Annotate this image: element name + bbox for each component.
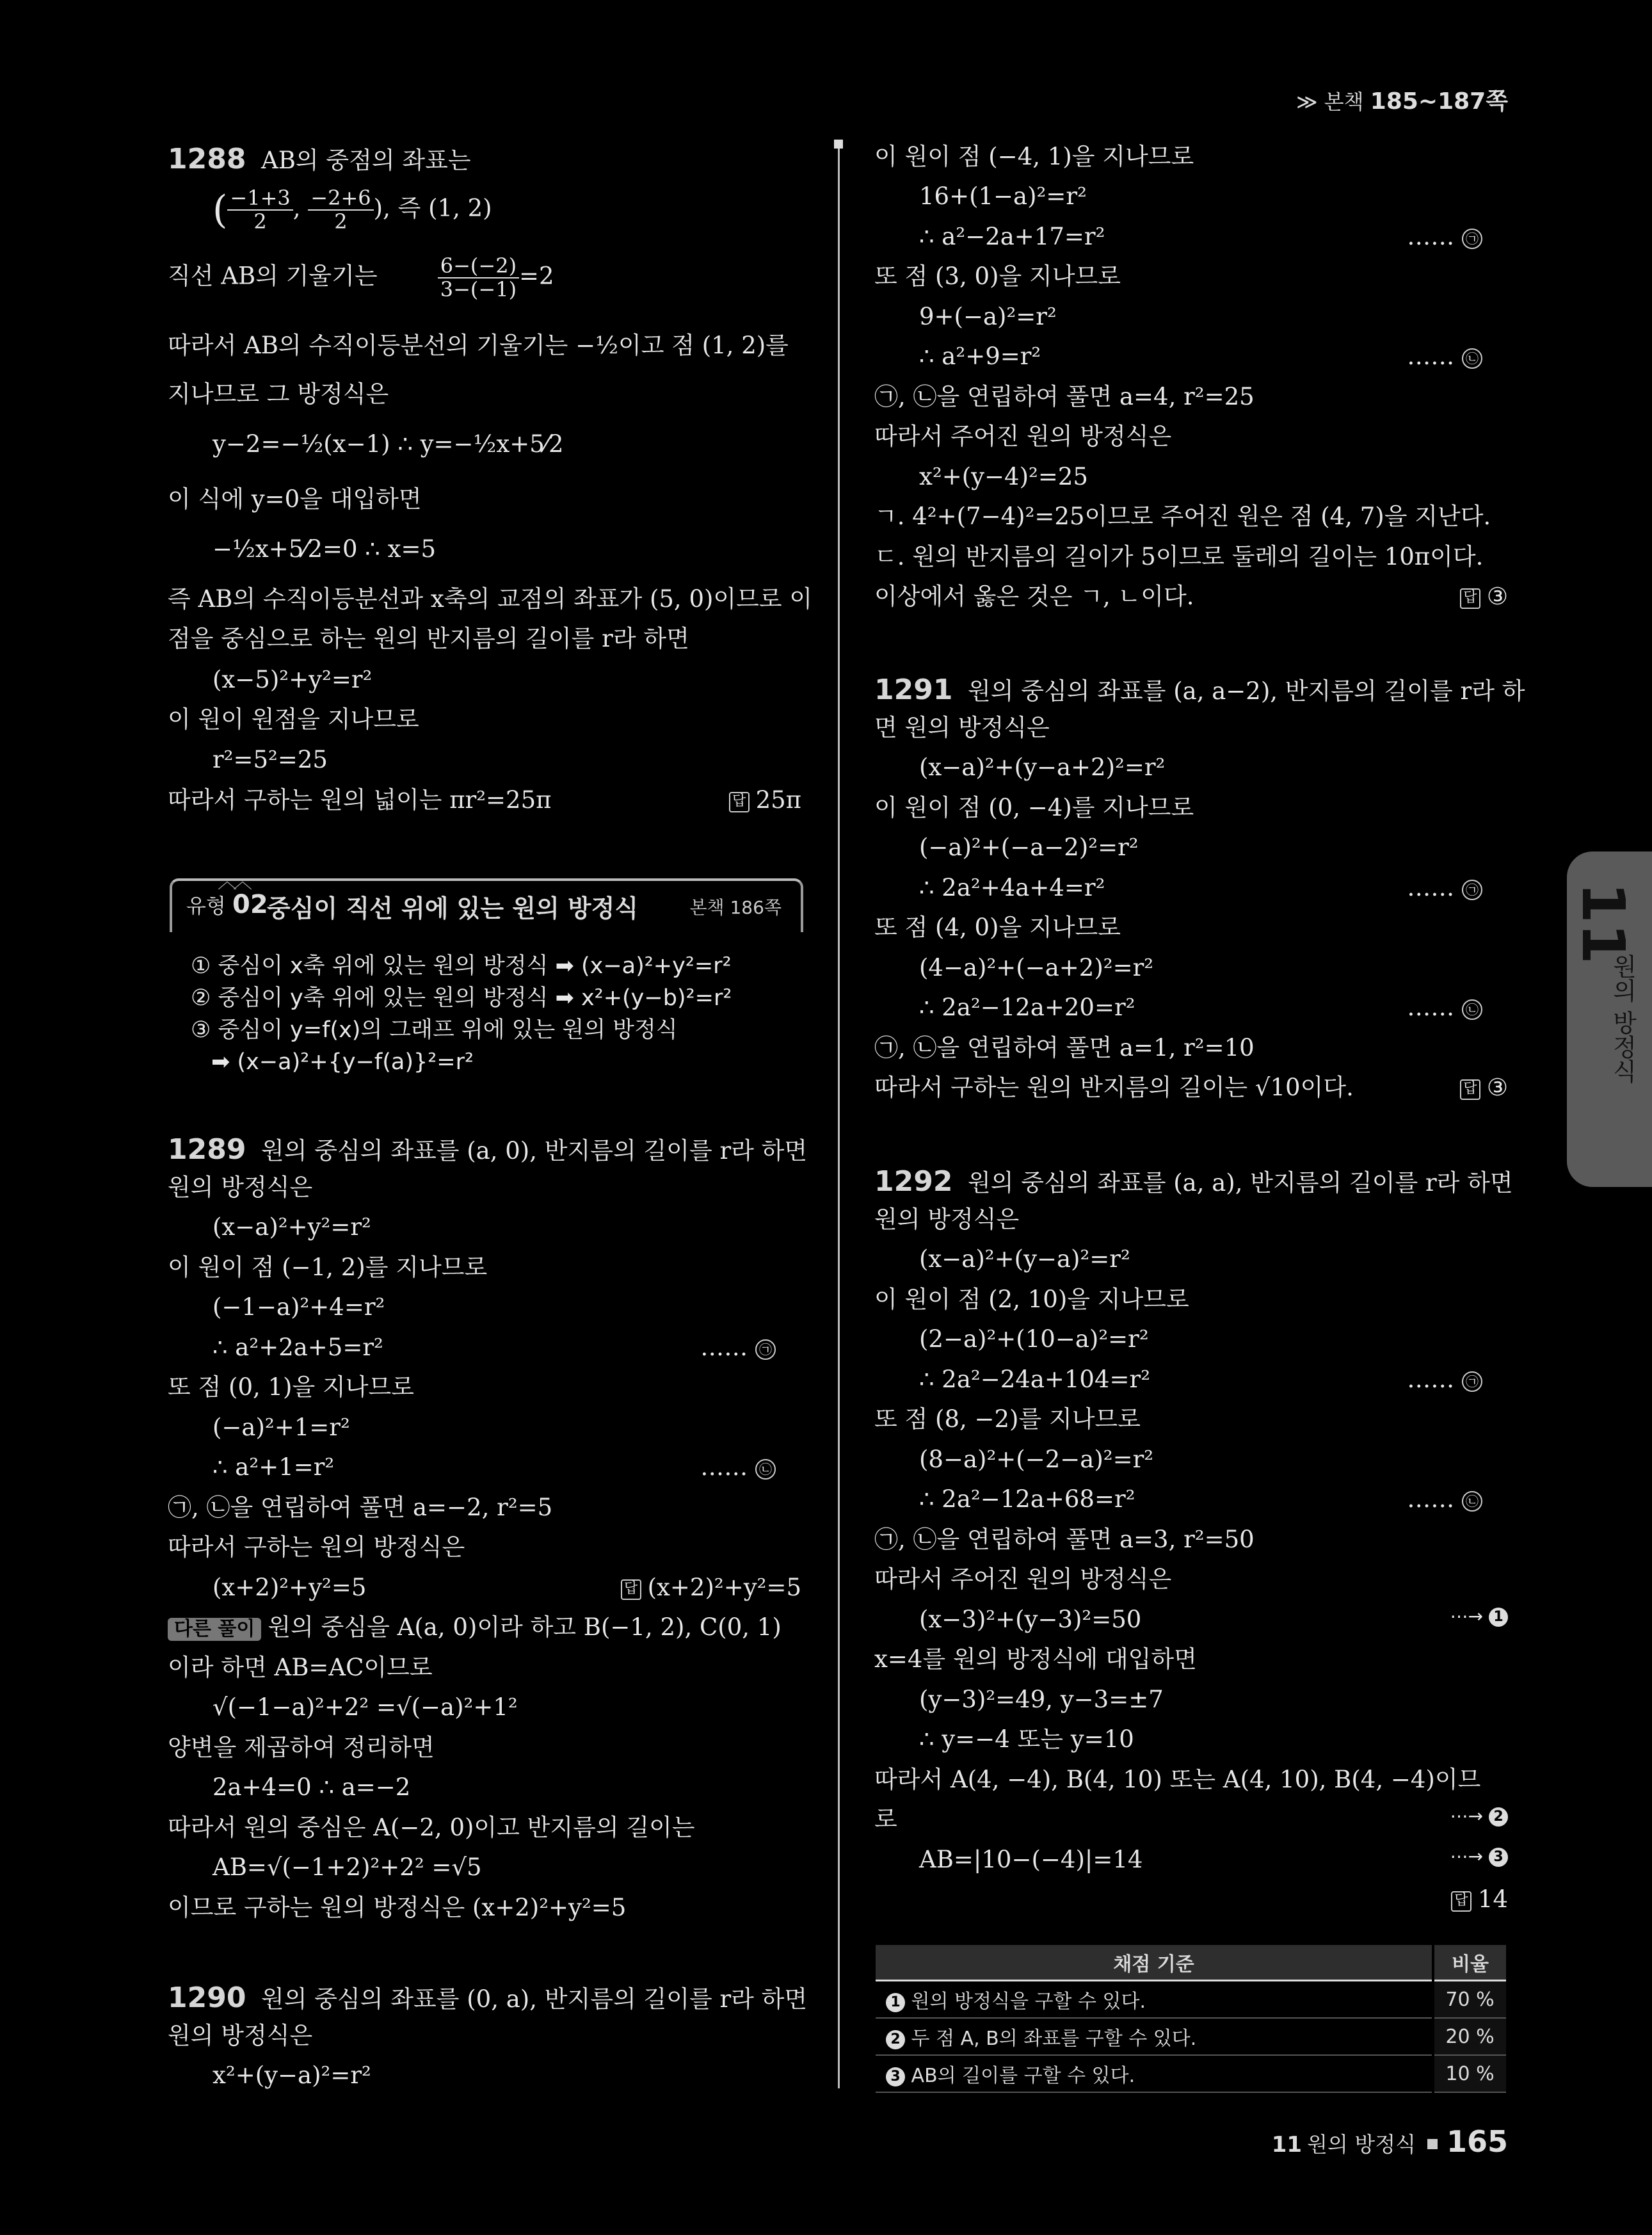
problem-1290-r12: 이상에서 옳은 것은 ㄱ, ㄴ이다. xyxy=(874,583,1194,610)
problem-1290-r1: 이 원이 점 (−4, 1)을 지나므로 xyxy=(874,143,1194,170)
problem-1292-line-12: (x−3)²+(y−3)²=50 xyxy=(919,1606,1142,1633)
type-title: 중심이 직선 위에 있는 원의 방정식 xyxy=(267,894,639,923)
alt-solution-badge: 다른 풀이 xyxy=(168,1618,261,1641)
problem-1289-alt-3: √(−1−a)²+2² =√(−a)²+1² xyxy=(213,1693,518,1721)
equation-tag-1: …… ㉠ xyxy=(700,1334,776,1361)
problem-1291-line-1: 1291 원의 중심의 좌표를 (a, a−2), 반지름의 길이를 r라 하 xyxy=(874,674,1525,706)
table-row xyxy=(876,2055,1506,2092)
step-marker-2: ⋯→ 2 xyxy=(1450,1805,1508,1827)
type-box xyxy=(170,878,803,932)
problem-1288-line-3: 따라서 AB의 수직이등분선의 기울기는 −½이고 점 (1, 2)를 xyxy=(168,332,789,359)
problem-1289-alt-1: 다른 풀이 원의 중심을 A(a, 0)이라 하고 B(−1, 2), C(0, 1) xyxy=(168,1613,782,1642)
equation-tag-2: …… ㉡ xyxy=(1407,343,1482,370)
problem-1288-line-11: 이 원이 원점을 지나므로 xyxy=(168,706,419,733)
problem-1288-line-7: −½x+5⁄2=0 ∴ x=5 xyxy=(213,535,437,563)
problem-1292-line-3: (x−a)²+(y−a)²=r² xyxy=(919,1245,1130,1273)
problem-1291-line-2: 면 원의 방정식은 xyxy=(874,714,1050,741)
ratio-cell: 10 % xyxy=(1433,2055,1506,2092)
ratio-cell: 70 % xyxy=(1433,1981,1506,2019)
problem-1292-line-7: 또 점 (8, −2)를 지나므로 xyxy=(874,1405,1141,1433)
problem-1289-alt-2: 이라 하면 AB=AC이므로 xyxy=(168,1654,433,1681)
chapter-number: 11 xyxy=(1569,882,1637,965)
problem-1290-r10: ㄱ. 4²+(7−4)²=25이므로 주어진 원은 점 (4, 7)을 지난다. xyxy=(874,503,1491,530)
problem-1290-line-2: 원의 방정식은 xyxy=(168,2022,313,2049)
problem-1291-line-9: ∴ 2a²−12a+20=r² xyxy=(919,994,1135,1021)
problem-1290-r9: x²+(y−4)²=25 xyxy=(919,463,1088,490)
problem-1292-line-6: ∴ 2a²−24a+104=r² xyxy=(919,1366,1151,1393)
ratio-header: 비율 xyxy=(1433,1945,1506,1981)
problem-1290-r7: ㉠, ㉡을 연립하여 풀면 a=4, r²=25 xyxy=(874,383,1255,410)
type-box-ornament: ︿︿ xyxy=(218,871,248,893)
equation-tag-1: …… ㉠ xyxy=(1407,1366,1482,1393)
problem-1289-line-4: 이 원이 점 (−1, 2)를 지나므로 xyxy=(168,1254,488,1281)
problem-1289-line-2: 원의 방정식은 xyxy=(168,1174,313,1201)
footer-separator-icon xyxy=(1427,2139,1438,2149)
scoring-criteria-table xyxy=(876,1945,1506,2093)
footer-chapter-title: 원의 방정식 xyxy=(1307,2132,1416,2157)
equation-tag-1: …… ㉠ xyxy=(1407,874,1482,901)
problem-1288-line-8: 즉 AB의 수직이등분선과 x축의 교점의 좌표가 (5, 0)이므로 이 xyxy=(168,585,813,613)
type-reference: 본책 186쪽 xyxy=(689,897,782,918)
equation-tag-2: …… ㉡ xyxy=(1407,994,1482,1021)
chapter-side-tab[interactable] xyxy=(1567,851,1652,1187)
problem-1290-r11: ㄷ. 원의 반지름의 길이가 5이므로 둘레의 길이는 10π이다. xyxy=(874,543,1484,570)
ratio-cell: 20 % xyxy=(1433,2018,1506,2055)
problem-1292-line-17: 로 xyxy=(874,1805,897,1833)
problem-1289-alt-5: 2a+4=0 ∴ a=−2 xyxy=(213,1773,411,1801)
problem-1289-line-1: 1289 원의 중심의 좌표를 (a, 0), 반지름의 길이를 r라 하면 xyxy=(168,1133,808,1166)
column-divider-marker xyxy=(834,140,843,149)
step-marker-1: ⋯→ 1 xyxy=(1450,1606,1508,1627)
problem-1290-answer: 답 ③ xyxy=(1460,583,1508,610)
problem-1291-line-5: (−a)²+(−a−2)²=r² xyxy=(919,834,1139,861)
problem-1288-line-9: 점을 중심으로 하는 원의 반지름의 길이를 r라 하면 xyxy=(168,625,689,652)
step-marker-3: ⋯→ 3 xyxy=(1450,1846,1508,1867)
problem-1292-line-8: (8−a)²+(−2−a)²=r² xyxy=(919,1446,1154,1473)
criteria-cell: 1 원의 방정식을 구할 수 있다. xyxy=(876,1981,1433,2019)
problem-1288-midpoint: ( $\frac{-1+3}{2}$ , $\frac{-2+6}{2}$ ), 즉 (1, 2) xyxy=(213,186,492,234)
problem-1288-line-13: 따라서 구하는 원의 넓이는 πr²=25π xyxy=(168,786,552,814)
problem-1289-alt-4: 양변을 제곱하여 정리하면 xyxy=(168,1734,435,1761)
problem-1290-r5: 9+(−a)²=r² xyxy=(919,303,1057,330)
problem-1289-line-11: 따라서 구하는 원의 방정식은 xyxy=(168,1533,465,1561)
problem-1289-line-7: 또 점 (0, 1)을 지나므로 xyxy=(168,1373,414,1401)
problem-1290-r4: 또 점 (3, 0)을 지나므로 xyxy=(874,262,1121,290)
problem-1289-line-3: (x−a)²+y²=r² xyxy=(213,1213,371,1241)
problem-1288-line-5: y−2=−½(x−1) ∴ y=−½x+5⁄2 xyxy=(213,430,564,458)
problem-1290-line-3: x²+(y−a)²=r² xyxy=(213,2062,371,2089)
problem-1288-slope: 직선 AB의 기울기는 $\frac{6-(-2)}{3-(-1)}$ =2 xyxy=(168,254,554,302)
problem-1292-line-13: x=4를 원의 방정식에 대입하면 xyxy=(874,1645,1197,1673)
problem-1291-line-10: ㉠, ㉡을 연립하여 풀면 a=1, r²=10 xyxy=(874,1034,1255,1061)
problem-1288-line-6: 이 식에 y=0을 대입하면 xyxy=(168,485,422,513)
problem-1292-line-16: 따라서 A(4, −4), B(4, 10) 또는 A(4, 10), B(4, −4)이므 xyxy=(874,1766,1481,1793)
problem-1289-alt-8: 이므로 구하는 원의 방정식은 (x+2)²+y²=5 xyxy=(168,1894,627,1921)
table-row xyxy=(876,2018,1506,2055)
table-header-row xyxy=(876,1945,1506,1981)
problem-1290-line-1: 1290 원의 중심의 좌표를 (0, a), 반지름의 길이를 r라 하면 xyxy=(168,1981,808,2014)
problem-1289-line-6: ∴ a²+2a+5=r² xyxy=(213,1334,383,1361)
problem-1289-answer: 답 (x+2)²+y²=5 xyxy=(621,1574,801,1601)
problem-1291-line-7: 또 점 (4, 0)을 지나므로 xyxy=(874,914,1121,941)
problem-1291-line-11: 따라서 구하는 원의 반지름의 길이는 √10이다. xyxy=(874,1074,1354,1101)
problem-1291-line-8: (4−a)²+(−a+2)²=r² xyxy=(919,954,1154,981)
problem-1291-line-3: (x−a)²+(y−a+2)²=r² xyxy=(919,754,1166,781)
problem-1289-line-9: ∴ a²+1=r² xyxy=(213,1453,335,1481)
criteria-header: 채점 기준 xyxy=(876,1945,1433,1981)
problem-1291-answer: 답 ③ xyxy=(1460,1074,1508,1101)
criteria-cell: 3 AB의 길이를 구할 수 있다. xyxy=(876,2055,1433,2092)
problem-1292-line-2: 원의 방정식은 xyxy=(874,1206,1020,1233)
problem-1291-line-6: ∴ 2a²+4a+4=r² xyxy=(919,874,1105,901)
problem-1289-alt-6: 따라서 원의 중심은 A(−2, 0)이고 반지름의 길이는 xyxy=(168,1814,695,1841)
problem-1292-line-11: 따라서 주어진 원의 방정식은 xyxy=(874,1565,1172,1593)
type-point-4: ➡ (x−a)²+{y−f(a)}²=r² xyxy=(211,1049,474,1075)
problem-1289-line-12: (x+2)²+y²=5 xyxy=(213,1574,367,1601)
problem-1289-line-10: ㉠, ㉡을 연립하여 풀면 a=−2, r²=5 xyxy=(168,1494,553,1521)
problem-1289-alt-7: AB=√(−1+2)²+2² =√5 xyxy=(213,1853,482,1881)
problem-1290-r2: 16+(1−a)²=r² xyxy=(919,182,1087,210)
problem-1288-answer: 답 25π xyxy=(729,786,801,814)
type-point-3: ③ 중심이 y=f(x)의 그래프 위에 있는 원의 방정식 xyxy=(191,1017,678,1043)
type-point-1: ① 중심이 x축 위에 있는 원의 방정식 ➡ (x−a)²+y²=r² xyxy=(191,953,732,979)
type-point-2: ② 중심이 y축 위에 있는 원의 방정식 ➡ x²+(y−b)²=r² xyxy=(191,985,732,1011)
problem-1292-line-1: 1292 원의 중심의 좌표를 (a, a), 반지름의 길이를 r라 하면 xyxy=(874,1165,1513,1198)
problem-1292-line-10: ㉠, ㉡을 연립하여 풀면 a=3, r²=50 xyxy=(874,1526,1255,1553)
criteria-cell: 2 두 점 A, B의 좌표를 구할 수 있다. xyxy=(876,2018,1433,2055)
page-reference: ≫ 본책 185~187쪽 xyxy=(1296,88,1508,115)
problem-1292-line-18: AB=|10−(−4)|=14 xyxy=(919,1846,1143,1873)
equation-tag-1: …… ㉠ xyxy=(1407,223,1482,250)
problem-1288-line-10: (x−5)²+y²=r² xyxy=(213,666,373,693)
chapter-title: 원의 방정식 xyxy=(1608,954,1637,1084)
equation-tag-2: …… ㉡ xyxy=(1407,1485,1482,1513)
page-number: 165 xyxy=(1446,2124,1508,2159)
problem-1292-line-9: ∴ 2a²−12a+68=r² xyxy=(919,1485,1135,1513)
problem-1292-line-4: 이 원이 점 (2, 10)을 지나므로 xyxy=(874,1286,1189,1313)
problem-1288-line-12: r²=5²=25 xyxy=(213,746,328,773)
problem-1289-line-5: (−1−a)²+4=r² xyxy=(213,1293,385,1321)
column-divider xyxy=(838,142,840,2088)
table-row xyxy=(876,1981,1506,2019)
problem-1288-line-4: 지나므로 그 방정식은 xyxy=(168,380,389,408)
page-footer xyxy=(1272,2124,1508,2159)
equation-tag-2: …… ㉡ xyxy=(700,1453,776,1481)
problem-1292-line-5: (2−a)²+(10−a)²=r² xyxy=(919,1325,1149,1353)
footer-chapter-number: 11 xyxy=(1271,2132,1303,2158)
problem-1289-line-8: (−a)²+1=r² xyxy=(213,1414,350,1441)
problem-1292-line-14: (y−3)²=49, y−3=±7 xyxy=(919,1686,1164,1713)
problem-1290-r8: 따라서 주어진 원의 방정식은 xyxy=(874,423,1172,450)
problem-1291-line-4: 이 원이 점 (0, −4)를 지나므로 xyxy=(874,794,1194,821)
problem-1290-r6: ∴ a²+9=r² xyxy=(919,343,1041,370)
problem-1292-line-15: ∴ y=−4 또는 y=10 xyxy=(919,1725,1134,1753)
problem-1288-line-1: 1288 AB의 중점의 좌표는 xyxy=(168,143,471,175)
problem-1290-r3: ∴ a²−2a+17=r² xyxy=(919,223,1105,250)
type-label: 유형 02 xyxy=(186,890,268,919)
problem-1292-answer: 답 14 xyxy=(1451,1885,1508,1913)
